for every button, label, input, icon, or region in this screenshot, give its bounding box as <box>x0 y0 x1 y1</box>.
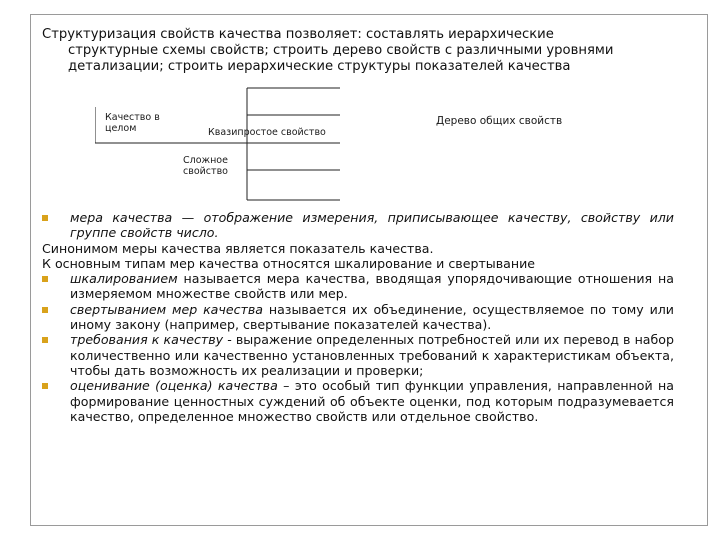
intro-paragraph <box>42 27 672 75</box>
complex-property-label: Сложное свойство <box>183 155 228 177</box>
term-quality-requirements: требования к качеству <box>70 332 224 348</box>
definitions-text <box>42 210 674 424</box>
definition-scaling: называется мера качества, вводящая упорядочивающие отношения на измеряемом множестве свойств или мер. <box>70 271 674 302</box>
bullet-square-icon <box>42 383 48 389</box>
term-quality-evaluation: оценивание (оценка) качества <box>70 378 278 394</box>
definition-quality-measure: — отображение измерения, приписывающее качеству, свойству или группе свойств число. <box>70 210 674 241</box>
quality-whole-label: Качество в целом <box>105 112 160 134</box>
quasi-simple-label: Квазипростое свойство <box>208 127 326 138</box>
bullet-square-icon <box>42 337 48 343</box>
tree-lines <box>95 86 695 206</box>
definition-folding: называется их объединение, осуществляемое по тому или иному закону (например, свертывание показателей качества). <box>70 301 674 333</box>
bullet-square-icon <box>42 215 48 221</box>
term-scaling: шкалированием <box>70 271 178 287</box>
bullet-quality-requirements <box>42 332 674 378</box>
term-quality-measure: мера качества <box>70 210 173 225</box>
bullet-folding <box>42 302 674 333</box>
tree-of-properties-label: Дерево общих свойств <box>436 115 563 127</box>
definition-quality-evaluation: – это особый тип функции управления, направленной на формирование ценностных суждений об объекте оценки, под которым подразумевается качество, определенное множество свойств или отдельное свойство. <box>70 378 674 424</box>
measure-types-paragraph: К основным типам мер качества относятся шкалирование и свертывание <box>42 255 536 271</box>
synonym-paragraph: Синонимом меры качества является показатель качества. <box>42 240 434 256</box>
intro-line-2: структурные схемы свойств; строить дерево свойств с различными уровнями <box>68 43 614 58</box>
bullet-quality-evaluation <box>42 378 674 424</box>
bullet-square-icon <box>42 307 48 313</box>
bullet-square-icon <box>42 276 48 282</box>
property-tree-diagram <box>95 86 695 206</box>
intro-line-3: детализации; строить иерархические структуры показателей качества <box>68 59 571 74</box>
bullet-quality-measure <box>42 210 674 241</box>
intro-line-1: Структуризация свойств качества позволяет: составлять иерархические <box>42 27 554 42</box>
definition-quality-requirements: - выражение определенных потребностей или их перевод в набор количественно или качественно установленных требований к характеристикам объекта, чтобы дать возможность их реализации и проверки; <box>70 332 674 378</box>
bullet-scaling <box>42 271 674 302</box>
term-folding: свертыванием мер качества <box>70 301 263 317</box>
